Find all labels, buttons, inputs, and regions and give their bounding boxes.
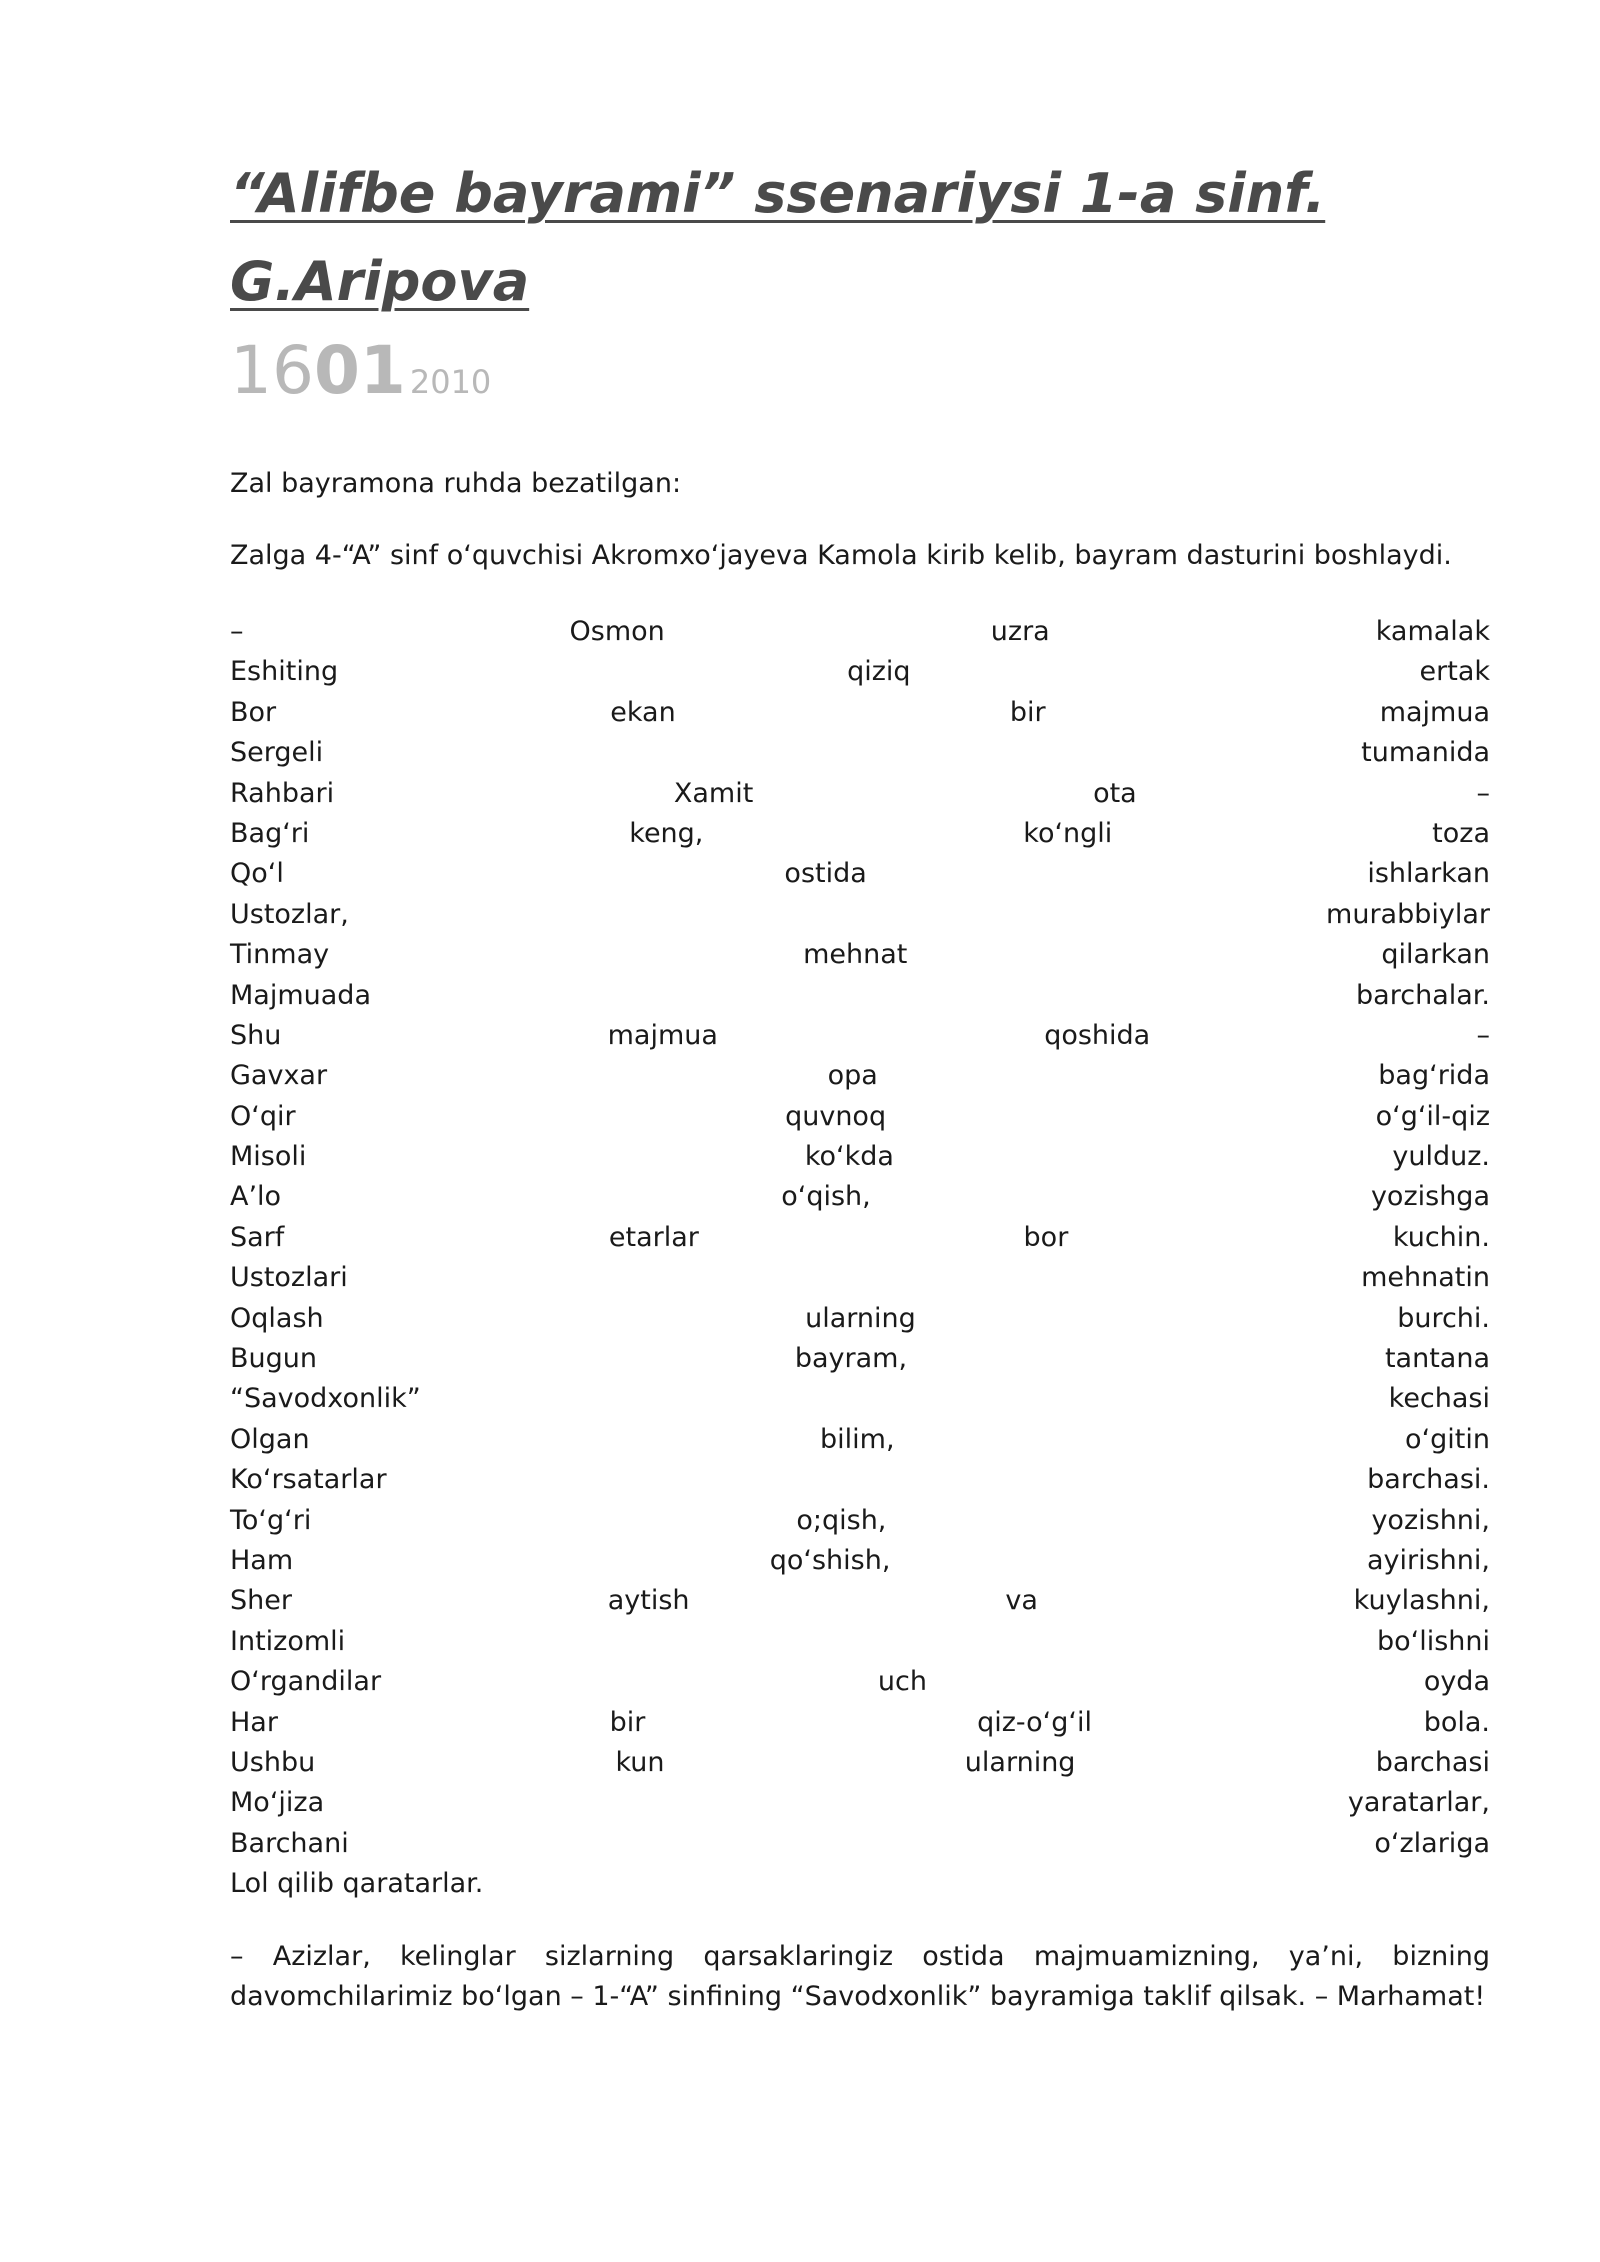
poem-word: Qo‘l — [230, 858, 284, 890]
poem-word: ularning — [805, 1302, 916, 1334]
poem-word: Lol qilib qaratarlar. — [230, 1868, 484, 1900]
poem-word: aytish — [607, 1585, 690, 1617]
poem-line — [230, 1703, 1490, 1743]
poem-word: ayirishni, — [1366, 1544, 1490, 1576]
poem-line — [230, 854, 1490, 894]
poem-line — [230, 1420, 1490, 1460]
post-date — [230, 332, 1490, 428]
poem-word: ularning — [964, 1746, 1076, 1778]
poem-line — [230, 1218, 1490, 1258]
poem-word: mehnatin — [1361, 1262, 1490, 1294]
poem-word: kamalak — [1375, 616, 1490, 647]
poem-word: Osmon — [569, 616, 665, 647]
intro-paragraph-2: Zalga 4-“A” sinf o‘quvchisi Akromxo‘jayeva Kamola kirib kelib, bayram dasturini boshlaydi. — [230, 540, 1452, 571]
poem-line — [230, 1783, 1490, 1823]
poem-word: etarlar — [608, 1221, 699, 1253]
document-page — [230, 150, 1490, 2044]
poem-word: Bag‘ri — [230, 817, 310, 849]
closing-paragraph: – Azizlar, kelinglar sizlarning qarsaklaringiz ostida majmuamizning, ya’ni, bizning davomchilarimiz bo‘lgan – 1-“A” sinfining “Savodxonlik” bayramiga taklif qilsak. – Marhamat! — [230, 1940, 1490, 2012]
poem-word: Eshiting — [230, 656, 339, 688]
poem-word: qiz-o‘g‘il — [977, 1706, 1092, 1738]
poem-word: tumanida — [1361, 737, 1490, 769]
poem-word: o‘gitin — [1405, 1423, 1490, 1455]
poem-word: ota — [1093, 777, 1137, 809]
poem-word: ertak — [1419, 656, 1490, 688]
poem-line — [230, 1379, 1490, 1419]
poem-word: yozishga — [1370, 1181, 1490, 1213]
poem-word: Majmuada — [230, 979, 371, 1011]
poem-line — [230, 652, 1490, 692]
poem-word: Olgan — [230, 1423, 310, 1455]
poem-word: kuchin. — [1392, 1221, 1490, 1253]
poem-word: uzra — [990, 616, 1050, 647]
poem-word: Shu — [230, 1019, 282, 1051]
poem-word: yulduz. — [1392, 1141, 1490, 1173]
title-line-2: G.Aripova — [230, 250, 530, 313]
poem-word: bir — [609, 1706, 646, 1738]
article-title[interactable] — [230, 150, 1490, 326]
poem-line — [230, 814, 1490, 854]
poem-line — [230, 1299, 1490, 1339]
date-day: 16 — [230, 332, 314, 409]
poem-line — [230, 1016, 1490, 1056]
date-year: 2010 — [409, 363, 492, 401]
poem-word: yozishni, — [1371, 1504, 1490, 1536]
poem-word: “Savodxonlik” — [230, 1383, 421, 1415]
poem-word: yaratarlar, — [1347, 1787, 1490, 1819]
poem-word: o;qish, — [796, 1504, 887, 1536]
poem-line — [230, 1177, 1490, 1217]
title-link[interactable] — [230, 162, 1325, 313]
poem-word: Bugun — [230, 1343, 317, 1375]
poem-word: barchasi. — [1367, 1464, 1490, 1496]
poem-word: burchi. — [1397, 1302, 1490, 1334]
poem-word: opa — [827, 1060, 878, 1092]
poem-word: bir — [1009, 696, 1046, 728]
poem-word: o‘qish, — [781, 1181, 871, 1213]
poem-word: Sher — [230, 1585, 292, 1617]
poem-word: To‘g‘ri — [230, 1504, 312, 1536]
poem-line — [230, 1622, 1490, 1662]
poem-word: Barchani — [230, 1827, 349, 1859]
poem-word: toza — [1432, 817, 1490, 849]
poem-word: bo‘lishni — [1376, 1625, 1490, 1657]
poem-word: Oqlash — [230, 1302, 324, 1334]
poem-word: majmua — [607, 1019, 718, 1051]
poem-word: barchasi — [1375, 1746, 1490, 1778]
poem-line — [230, 1743, 1490, 1783]
poem-word: Mo‘jiza — [230, 1787, 325, 1819]
poem-line — [230, 774, 1490, 814]
poem-line — [230, 1097, 1490, 1137]
poem-word: qilarkan — [1381, 939, 1490, 971]
poem-word: A’lo — [230, 1181, 282, 1213]
poem-word: ko‘ngli — [1023, 817, 1113, 849]
poem-word: Ustozlar, — [230, 898, 349, 930]
poem-word: Ustozlari — [230, 1262, 348, 1294]
poem-line — [230, 935, 1490, 975]
poem-line — [230, 976, 1490, 1016]
poem-word: Gavxar — [230, 1060, 328, 1092]
poem-word: Ushbu — [230, 1746, 316, 1778]
poem-word: kuylashni, — [1353, 1585, 1490, 1617]
poem-line — [230, 1460, 1490, 1500]
poem-word: Tinmay — [230, 939, 330, 971]
poem-word: – — [230, 616, 244, 647]
poem-line — [230, 1501, 1490, 1541]
poem-word: o‘g‘il-qiz — [1375, 1100, 1490, 1132]
poem-word: Har — [230, 1706, 278, 1738]
intro-paragraph-1: Zal bayramona ruhda bezatilgan: — [230, 468, 682, 499]
poem-line — [230, 693, 1490, 733]
poem-word: va — [1005, 1585, 1038, 1617]
poem-word: keng, — [629, 817, 704, 849]
poem-word: Xamit — [673, 777, 754, 809]
poem-word: bor — [1023, 1221, 1069, 1253]
poem-line — [230, 1258, 1490, 1298]
poem-word: bag‘rida — [1378, 1060, 1490, 1092]
poem-word: quvnoq — [785, 1100, 887, 1132]
poem-word: barchalar. — [1356, 979, 1490, 1011]
poem-line — [230, 1137, 1490, 1177]
poem-word: bilim, — [820, 1423, 895, 1455]
poem-line — [230, 1824, 1490, 1864]
poem-word: bayram, — [794, 1343, 908, 1375]
poem-line — [230, 895, 1490, 935]
poem-word: Misoli — [230, 1141, 307, 1173]
poem-word: O‘qir — [230, 1100, 296, 1132]
poem-word: ishlarkan — [1367, 858, 1490, 890]
poem-word: Ham — [230, 1544, 294, 1576]
poem-word: kun — [615, 1746, 665, 1778]
poem-word: O‘rgandilar — [230, 1666, 382, 1698]
poem-line — [230, 612, 1490, 652]
poem-word: ostida — [784, 858, 867, 890]
poem-line — [230, 1056, 1490, 1096]
poem-word: oyda — [1423, 1666, 1490, 1698]
poem-block — [230, 612, 1490, 1905]
poem-word: mehnat — [803, 939, 908, 971]
poem-word: o‘zlariga — [1374, 1827, 1490, 1859]
poem-word: ekan — [610, 696, 676, 728]
poem-word: – — [1476, 777, 1490, 809]
poem-line — [230, 733, 1490, 773]
poem-line — [230, 1581, 1490, 1621]
poem-word: qoshida — [1044, 1019, 1151, 1051]
poem-word: qo‘shish, — [769, 1544, 891, 1576]
poem-word: Sarf — [230, 1221, 285, 1253]
poem-line — [230, 1864, 1490, 1904]
poem-word: – — [1476, 1019, 1490, 1051]
poem-word: Ko‘rsatarlar — [230, 1464, 387, 1496]
poem-word: ko‘kda — [804, 1141, 894, 1173]
poem-word: kechasi — [1388, 1383, 1490, 1415]
poem-word: Sergeli — [230, 737, 324, 769]
poem-line — [230, 1541, 1490, 1581]
poem-line — [230, 1339, 1490, 1379]
date-month: 01 — [313, 332, 406, 409]
poem-word: majmua — [1379, 696, 1490, 728]
poem-line — [230, 1662, 1490, 1702]
poem-word: Intizomli — [230, 1625, 346, 1657]
poem-word: murabbiylar — [1326, 898, 1490, 930]
poem-word: tantana — [1384, 1343, 1490, 1375]
title-line-1: “Alifbe bayrami” ssenariysi 1-a sinf. — [230, 162, 1326, 225]
poem-word: qiziq — [847, 656, 911, 688]
poem-word: Rahbari — [230, 777, 335, 809]
poem-word: Bor — [230, 696, 277, 728]
poem-word: bola. — [1423, 1706, 1490, 1738]
poem-word: uch — [877, 1666, 927, 1698]
